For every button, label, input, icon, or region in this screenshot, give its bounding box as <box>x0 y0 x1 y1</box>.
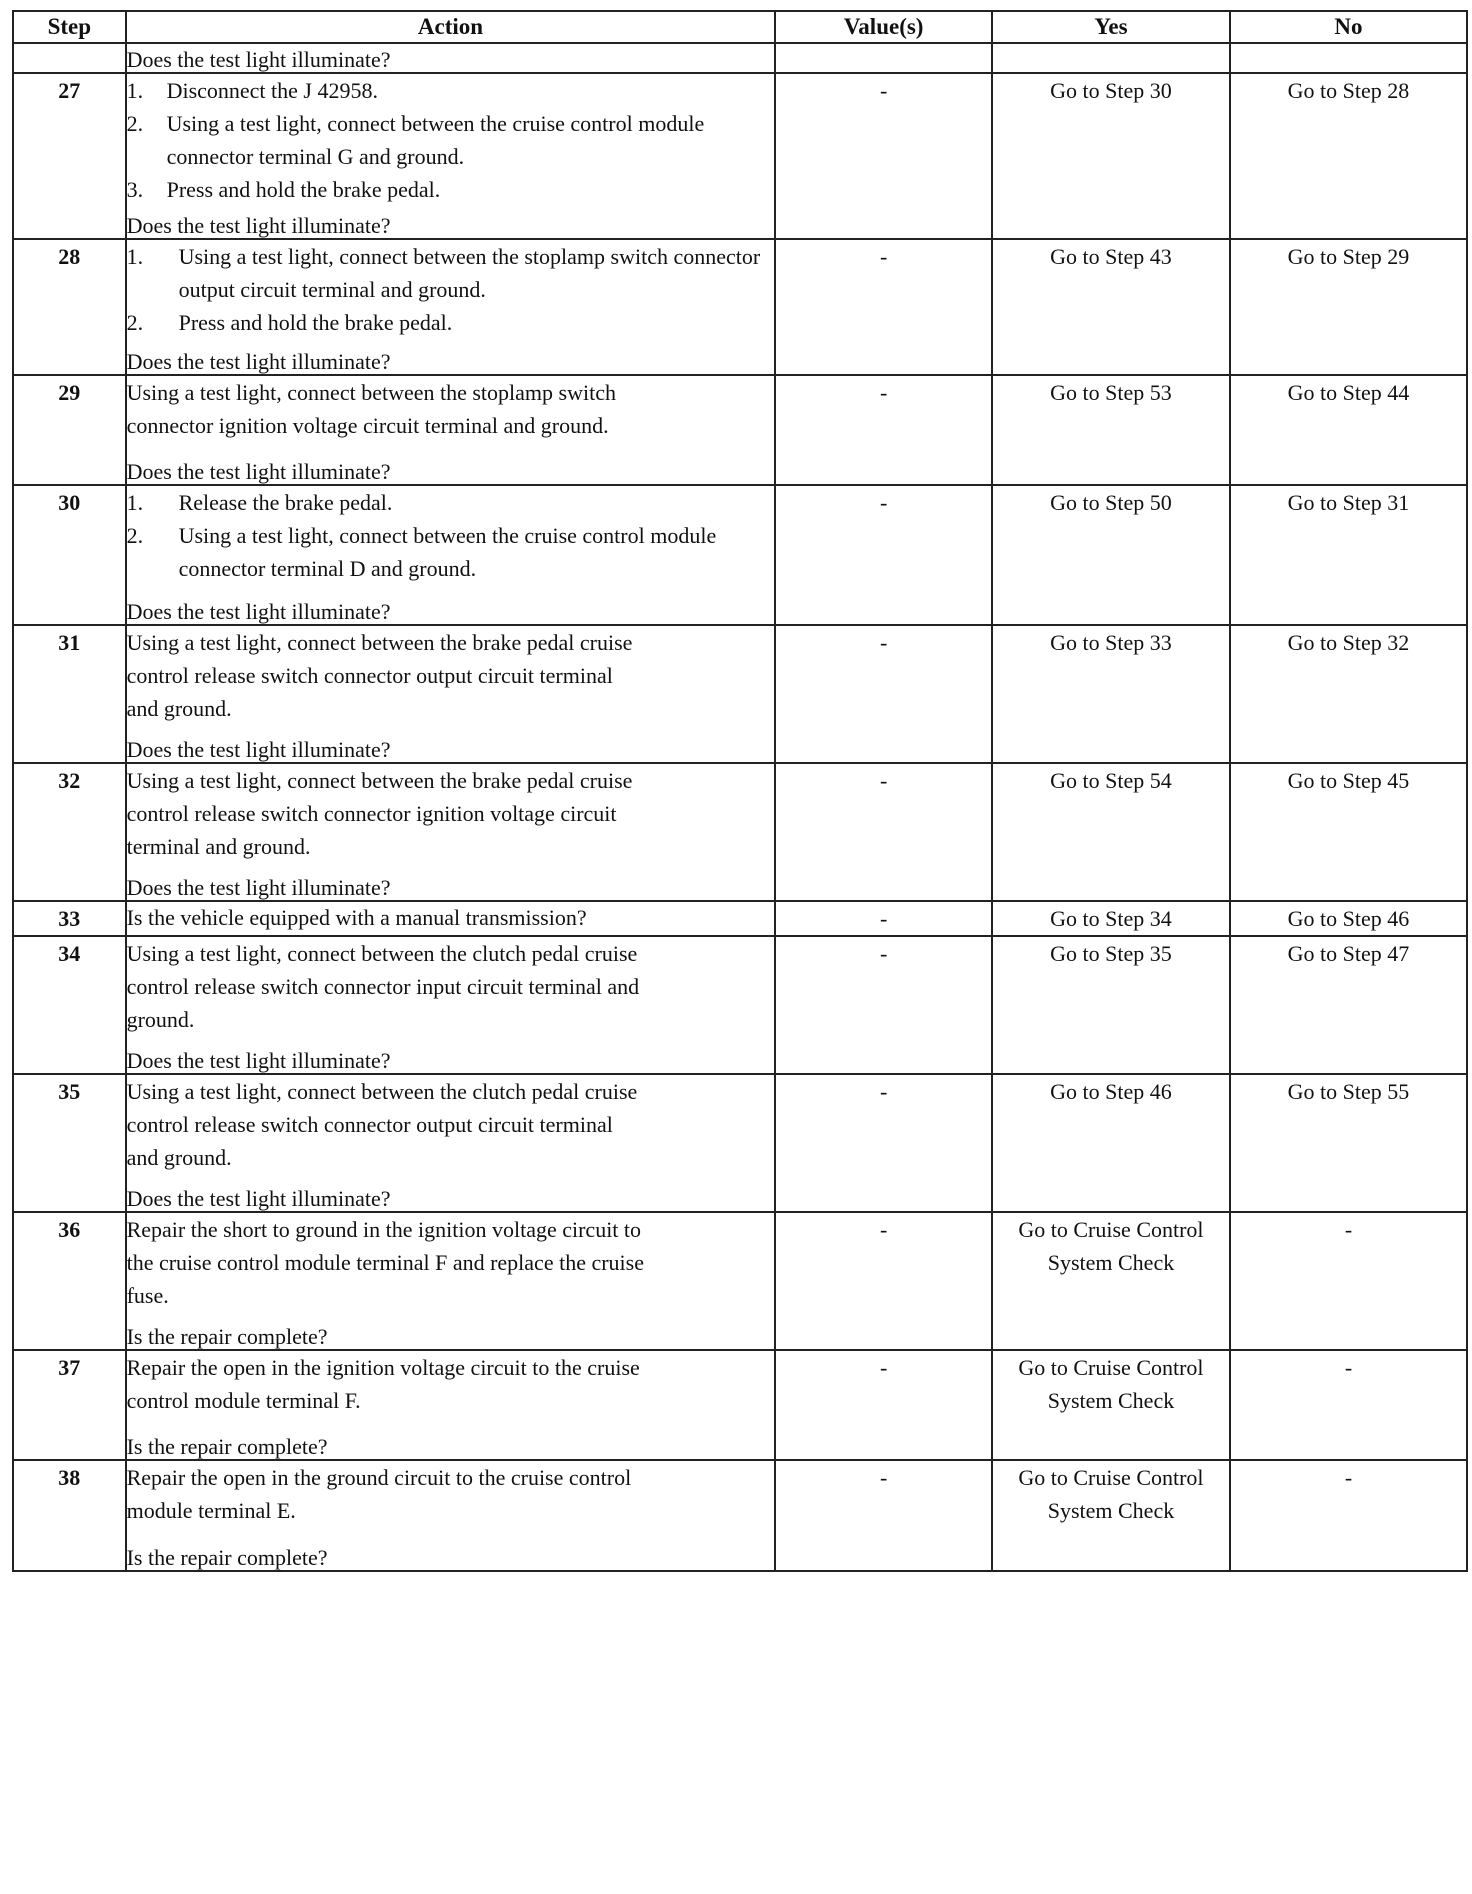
value-cell: - <box>775 1350 992 1460</box>
yes-cell: Go to Cruise Control System Check <box>992 1350 1230 1460</box>
step-number: 37 <box>13 1350 126 1460</box>
action-line: Repair the short to ground in the ignition voltage circuit to <box>126 1217 642 1242</box>
no-cell: Go to Step 45 <box>1230 763 1467 901</box>
action-line: Repair the open in the ignition voltage circuit to the cruise <box>126 1355 640 1380</box>
item-number: 1. <box>126 78 144 103</box>
item-text: Using a test light, connect between the cruise control module connector terminal D and ground. <box>178 523 717 581</box>
action-question: Does the test light illuminate? <box>126 737 391 762</box>
action-line: control release switch connector output circuit terminal <box>126 1112 613 1137</box>
item-number: 2. <box>126 310 144 335</box>
yes-cell <box>992 43 1230 73</box>
item-text: Release the brake pedal. <box>178 490 393 515</box>
action-cell <box>126 763 776 901</box>
action-item <box>127 306 775 339</box>
action-question: Does the test light illuminate? <box>126 47 391 72</box>
value-cell: - <box>775 625 992 763</box>
header-action: Action <box>126 11 776 43</box>
item-number: 1. <box>126 490 144 515</box>
action-item <box>127 107 775 173</box>
yes-cell: Go to Step 43 <box>992 239 1230 375</box>
action-line: fuse. <box>126 1283 169 1308</box>
value-cell <box>775 43 992 73</box>
value-cell: - <box>775 901 992 936</box>
header-no: No <box>1230 11 1467 43</box>
action-line: control module terminal F. <box>126 1388 361 1413</box>
yes-cell: Go to Cruise Control System Check <box>992 1460 1230 1571</box>
no-cell: Go to Step 46 <box>1230 901 1467 936</box>
action-question: Is the repair complete? <box>126 1545 328 1570</box>
action-question: Is the vehicle equipped with a manual transmission? <box>126 905 587 930</box>
item-text: Using a test light, connect between the stoplamp switch connector output circuit terminal and ground. <box>178 244 761 302</box>
action-line: and ground. <box>126 1145 232 1170</box>
yes-cell: Go to Step 33 <box>992 625 1230 763</box>
header-step: Step <box>13 11 126 43</box>
item-text: Press and hold the brake pedal. <box>178 310 453 335</box>
item-number: 2. <box>126 111 144 136</box>
no-cell: Go to Step 32 <box>1230 625 1467 763</box>
table-row <box>13 625 1467 763</box>
step-number: 30 <box>13 485 126 625</box>
no-cell: Go to Step 28 <box>1230 73 1467 239</box>
no-cell <box>1230 43 1467 73</box>
item-number: 2. <box>126 523 144 548</box>
action-item <box>127 74 775 107</box>
value-cell: - <box>775 936 992 1074</box>
action-cell <box>126 239 776 375</box>
value-cell: - <box>775 1212 992 1350</box>
yes-cell: Go to Step 35 <box>992 936 1230 1074</box>
table-row <box>13 73 1467 239</box>
action-cell <box>126 1212 776 1350</box>
action-cell <box>126 485 776 625</box>
action-question: Does the test light illuminate? <box>126 349 391 374</box>
action-line: and ground. <box>126 696 232 721</box>
value-cell: - <box>775 1460 992 1571</box>
diagnostic-table <box>12 10 1468 1572</box>
action-line: Using a test light, connect between the brake pedal cruise <box>126 630 633 655</box>
item-number: 1. <box>126 244 144 269</box>
step-number: 34 <box>13 936 126 1074</box>
action-line: Repair the open in the ground circuit to the cruise control <box>126 1465 632 1490</box>
step-number: 35 <box>13 1074 126 1212</box>
no-cell: - <box>1230 1460 1467 1571</box>
action-cell <box>126 1460 776 1571</box>
yes-cell: Go to Step 46 <box>992 1074 1230 1212</box>
item-number: 3. <box>126 177 144 202</box>
action-line: Using a test light, connect between the clutch pedal cruise <box>126 941 638 966</box>
action-question: Is the repair complete? <box>126 1434 328 1459</box>
table-row <box>13 43 1467 73</box>
step-number <box>13 43 126 73</box>
no-cell: Go to Step 44 <box>1230 375 1467 485</box>
table-row <box>13 1350 1467 1460</box>
table-row <box>13 763 1467 901</box>
step-number: 28 <box>13 239 126 375</box>
item-text: Disconnect the J 42958. <box>166 78 378 103</box>
action-cell <box>126 1074 776 1212</box>
action-question: Does the test light illuminate? <box>126 213 391 238</box>
value-cell: - <box>775 375 992 485</box>
action-item <box>127 240 775 306</box>
table-row <box>13 239 1467 375</box>
action-cell <box>126 936 776 1074</box>
table-row <box>13 936 1467 1074</box>
action-line: control release switch connector output circuit terminal <box>126 663 613 688</box>
action-line: terminal and ground. <box>126 834 311 859</box>
action-cell <box>126 901 776 936</box>
step-number: 33 <box>13 901 126 936</box>
no-cell: Go to Step 31 <box>1230 485 1467 625</box>
action-line: the cruise control module terminal F and replace the cruise <box>126 1250 644 1275</box>
step-number: 31 <box>13 625 126 763</box>
step-number: 38 <box>13 1460 126 1571</box>
step-number: 27 <box>13 73 126 239</box>
action-line: control release switch connector input circuit terminal and <box>126 974 640 999</box>
action-line: Using a test light, connect between the brake pedal cruise <box>126 768 633 793</box>
yes-cell: Go to Cruise Control System Check <box>992 1212 1230 1350</box>
table-row <box>13 901 1467 936</box>
table-header-row <box>13 11 1467 43</box>
action-cell <box>126 375 776 485</box>
action-item <box>127 486 775 519</box>
action-question: Does the test light illuminate? <box>126 1048 391 1073</box>
action-line: connector ignition voltage circuit terminal and ground. <box>126 413 609 438</box>
action-line: module terminal E. <box>126 1498 296 1523</box>
action-question: Does the test light illuminate? <box>126 1186 391 1211</box>
action-question: Does the test light illuminate? <box>126 599 391 624</box>
value-cell: - <box>775 1074 992 1212</box>
table-row <box>13 1074 1467 1212</box>
yes-cell: Go to Step 30 <box>992 73 1230 239</box>
no-cell: - <box>1230 1212 1467 1350</box>
item-text: Press and hold the brake pedal. <box>166 177 441 202</box>
action-question: Does the test light illuminate? <box>126 459 391 484</box>
action-cell <box>126 1350 776 1460</box>
action-item <box>127 519 775 585</box>
value-cell: - <box>775 239 992 375</box>
action-question: Is the repair complete? <box>126 1324 328 1349</box>
yes-cell: Go to Step 53 <box>992 375 1230 485</box>
yes-cell: Go to Step 50 <box>992 485 1230 625</box>
table-row <box>13 1212 1467 1350</box>
step-number: 36 <box>13 1212 126 1350</box>
yes-cell: Go to Step 34 <box>992 901 1230 936</box>
table-row <box>13 1460 1467 1571</box>
header-yes: Yes <box>992 11 1230 43</box>
no-cell: Go to Step 29 <box>1230 239 1467 375</box>
action-cell <box>126 43 776 73</box>
action-line: control release switch connector ignition voltage circuit <box>126 801 617 826</box>
action-item <box>127 173 775 206</box>
header-values: Value(s) <box>775 11 992 43</box>
action-line: Using a test light, connect between the stoplamp switch <box>126 380 616 405</box>
table-row <box>13 485 1467 625</box>
step-number: 29 <box>13 375 126 485</box>
value-cell: - <box>775 763 992 901</box>
value-cell: - <box>775 485 992 625</box>
table-row <box>13 375 1467 485</box>
item-text: Using a test light, connect between the cruise control module connector terminal G and ground. <box>166 111 705 169</box>
no-cell: Go to Step 55 <box>1230 1074 1467 1212</box>
action-cell <box>126 625 776 763</box>
no-cell: - <box>1230 1350 1467 1460</box>
step-number: 32 <box>13 763 126 901</box>
action-cell <box>126 73 776 239</box>
action-line: Using a test light, connect between the clutch pedal cruise <box>126 1079 638 1104</box>
yes-cell: Go to Step 54 <box>992 763 1230 901</box>
action-question: Does the test light illuminate? <box>126 875 391 900</box>
action-line: ground. <box>126 1007 195 1032</box>
no-cell: Go to Step 47 <box>1230 936 1467 1074</box>
value-cell: - <box>775 73 992 239</box>
